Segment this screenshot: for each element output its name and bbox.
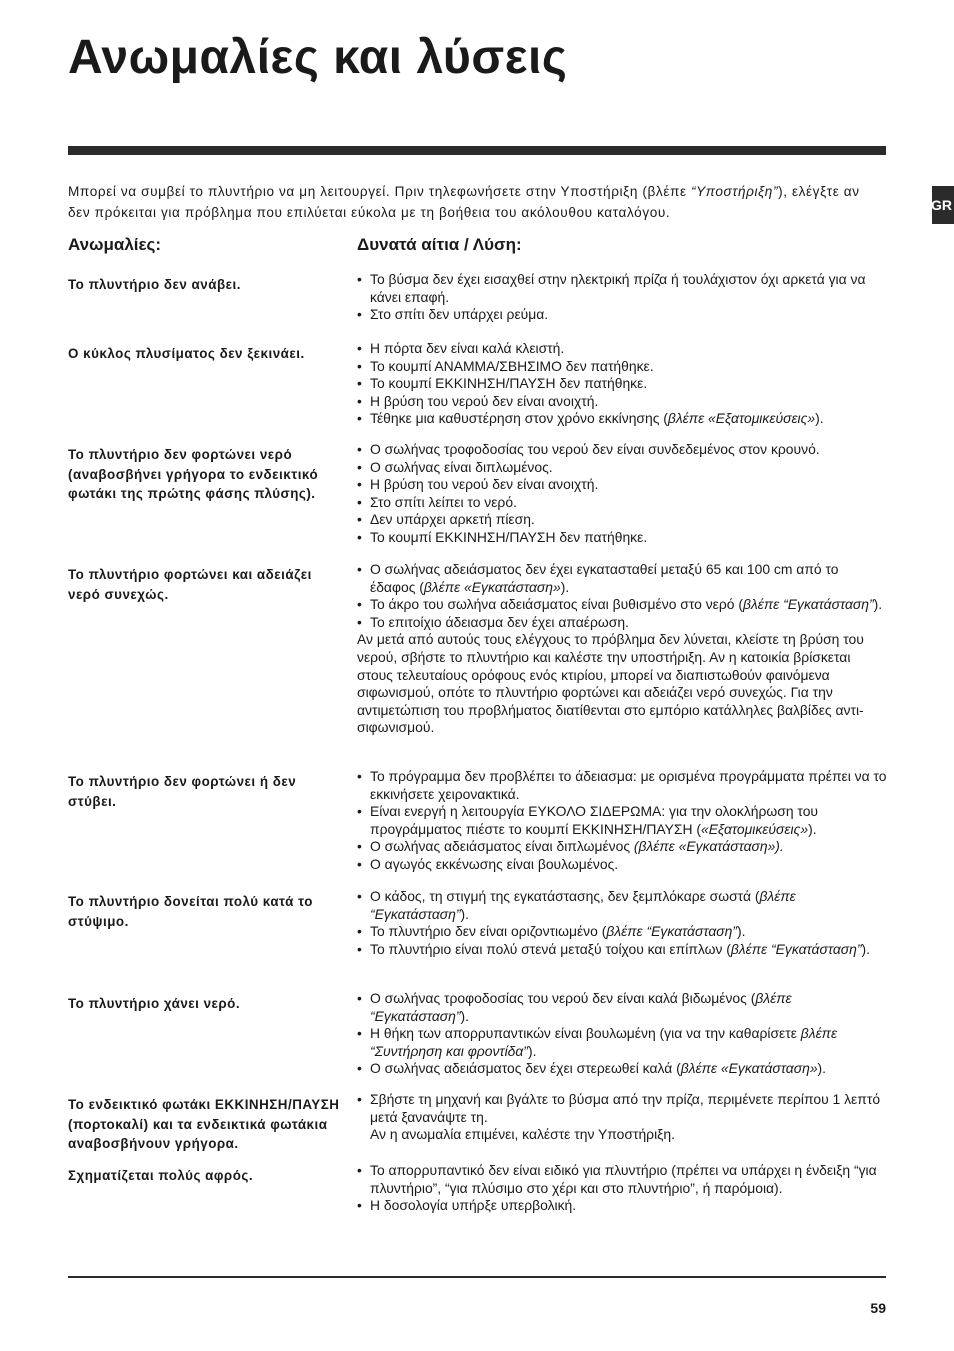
cause-item [357,888,887,923]
cause-item [357,393,887,411]
causes-list [357,990,887,1078]
cause-item [357,340,887,358]
cause-item [357,838,887,856]
cause-note: Αν μετά από αυτούς τους ελέγχους το πρόβλημα δεν λύνεται, κλείστε τη βρύση του νερού, σβήστε το πλυντήριο και καλέστε την υποστήριξη. Αν η κατοικία βρίσκεται στους τελευταίους ορόφους ενός κτιρίου, μπορεί να διαπιστωθούν φαινόμενα σιφωνισμού, οπότε το πλυντήριο φορτώνει και αδειάζει νερό συνεχώς. Για την αντιμετώπιση του προβλήματος διατίθενται στο εμπόριο κατάλληλες βαλβίδες αντι-σιφωνισμού. [357,631,864,736]
cause-item [357,561,887,596]
cause-item [357,856,887,874]
cause-item [357,494,887,512]
cause-item [357,271,887,306]
causes-list [357,888,887,958]
cause-reference: (βλέπε «Εγκατάσταση»). [633,838,784,855]
language-tab-label: GR [931,197,952,213]
cause-reference: βλέπε «Εξατομικεύσεις» [667,410,816,427]
cause-reference: βλέπε “Εγκατάσταση” [606,923,737,940]
cause-reference: «Εξατομικεύσεις» [701,820,809,837]
cause-reference: βλέπε “Συντήρηση και φροντίδα” [370,1025,838,1059]
cause-item [357,306,887,324]
cause-item [357,1060,887,1078]
cause-text: Ο σωλήνας τροφοδοσίας του νερού δεν είναι καλά βιδωμένος ( [370,990,756,1006]
cause-text: ). [736,923,746,940]
cause-item [357,529,887,547]
cause-item [357,459,887,477]
cause-text: Το κουμπί ΕΚΚΙΝΗΣΗ/ΠΑΥΣΗ δεν πατήθηκε. [370,528,648,545]
title-divider [68,146,886,155]
cause-text: Η βρύση του νερού δεν είναι ανοιχτή. [370,476,599,493]
cause-item [357,941,887,959]
cause-text: Η βρύση του νερού δεν είναι ανοιχτή. [370,392,599,409]
cause-text: Το κουμπί ΑΝΑΜΜΑ/ΣΒΗΣΙΜΟ δεν πατήθηκε. [370,357,654,374]
cause-reference: βλέπε “Εγκατάσταση” [730,940,862,957]
cause-text: ). [873,596,883,613]
cause-text: ). [861,940,870,957]
page-title: Ανωμαλίες και λύσεις [68,31,568,84]
cause-item [357,410,887,428]
cause-item [357,768,887,803]
page-number: 59 [870,1300,886,1316]
cause-text: Τέθηκε μια καθυστέρηση στον χρόνο εκκίνησης ( [370,410,668,427]
cause-text: Το άκρο του σωλήνα αδειάσματος είναι βυθισμένο στο νερό ( [370,596,743,613]
cause-text: Ο κάδος, τη στιγμή της εγκατάστασης, δεν ξεμπλόκαρε σωστά ( [370,888,760,904]
cause-text: Είναι ενεργή η λειτουργία ΕΥΚΟΛΟ ΣΙΔΕΡΩΜΑ: για την ολοκλήρωση του προγράμματος πιέστε το κουμπί ΕΚΚΙΝΗΣΗ/ΠΑΥΣΗ ( [370,803,819,837]
cause-item [357,441,887,459]
cause-note: Αν η ανωμαλία επιμένει, καλέστε την Υποστήριξη. [370,1126,675,1143]
footer-divider [68,1276,886,1278]
causes-list [357,1091,887,1144]
causes-list [357,340,887,428]
cause-text: Ο σωλήνας είναι διπλωμένος. [370,458,553,475]
issue-text: Το πλυντήριο δεν φορτώνει νερό (αναβοσβήνει γρήγορα το ενδεικτικό φωτάκι της πρώτης φάσης πλύσης). [68,447,319,501]
issue-text: Το πλυντήριο δεν φορτώνει ή δεν στύβει. [68,774,297,809]
issue-text: Σχηματίζεται πολύς αφρός. [68,1168,254,1183]
cause-text: Το απορρυπαντικό δεν είναι ειδικό για πλυντήριο (πρέπει να υπάρχει η ένδειξη “για πλυντήριο”, “για πλύσιμο στο χέρι και στο πλυντήριο”, ή παρόμοια). [370,1162,877,1196]
cause-reference: βλέπε “Εγκατάσταση” [370,888,796,922]
cause-item [357,596,887,614]
cause-item [357,511,887,529]
intro-text [68,181,886,223]
issues-column-heading: Ανωμαλίες: [68,235,162,254]
cause-text: Δεν υπάρχει αρκετή πίεση. [370,511,535,528]
cause-text: ). [527,1042,537,1059]
cause-item [357,1197,887,1215]
cause-text: Το βύσμα δεν έχει εισαχθεί στην ηλεκτρική πρίζα ή τουλάχιστον όχι αρκετά για να κάνει επαφή. [370,271,866,305]
cause-text: Στο σπίτι δεν υπάρχει ρεύμα. [370,306,549,323]
intro-tail: ), ελέγξτε αν δεν πρόκειται για πρόβλημα που επιλύεται εύκολα με τη βοήθεια του ακόλουθου καταλόγου. [68,184,860,220]
cause-reference: βλέπε «Εγκατάσταση» [680,1060,818,1077]
causes-list [357,271,887,324]
causes-list [357,1162,887,1215]
cause-text: Ο αγωγός εκκένωσης είναι βουλωμένος. [370,855,619,872]
cause-item [357,1091,887,1126]
cause-text: Ο σωλήνας τροφοδοσίας του νερού δεν είναι συνδεδεμένος στον κρουνό. [370,441,820,457]
cause-reference: βλέπε “Εγκατάσταση” [370,990,792,1024]
cause-text: ). [817,1060,827,1077]
cause-text: Η πόρτα δεν είναι καλά κλειστή. [370,340,565,356]
language-tab [932,186,954,224]
cause-text: Το κουμπί ΕΚΚΙΝΗΣΗ/ΠΑΥΣΗ δεν πατήθηκε. [370,375,648,392]
cause-text: ). [460,1007,469,1024]
cause-text: Στο σπίτι λείπει το νερό. [370,493,517,510]
causes-column-heading: Δυνατά αίτια / Λύση: [357,235,522,254]
cause-text: ). [808,820,817,837]
intro-reference: “Υποστήριξη” [691,184,779,199]
cause-text: Σβήστε τη μηχανή και βγάλτε το βύσμα από την πρίζα, περιμένετε περίπου 1 λεπτό μετά ξανανάψτε τη. [370,1091,881,1125]
cause-item [357,358,887,376]
cause-text: ). [460,905,469,922]
issue-text: Το πλυντήριο δονείται πολύ κατά το στύψιμο. [68,894,313,929]
intro-main: Μπορεί να συμβεί το πλυντήριο να μη λειτουργεί. Πριν τηλεφωνήσετε στην Υποστήριξη (βλέπε [68,184,692,199]
cause-text: Ο σωλήνας αδειάσματος είναι διπλωμένος [370,838,634,855]
cause-text: Το επιτοίχιο άδειασμα δεν έχει απαέρωση. [370,613,629,630]
cause-text: Το πρόγραμμα δεν προβλέπει το άδειασμα: με ορισμένα προγράμματα πρέπει να το εκκινήσετε χειρονακτικά. [370,768,887,802]
cause-item [357,1162,887,1197]
cause-text: Ο σωλήνας αδειάσματος δεν έχει στερεωθεί καλά ( [370,1060,681,1077]
issue-text: Το πλυντήριο δεν ανάβει. [68,277,241,292]
cause-item [357,923,887,941]
cause-text: Η θήκη των απορρυπαντικών είναι βουλωμένη (για να την καθαρίσετε [370,1025,801,1042]
causes-list [357,768,887,874]
issue-text: Ο κύκλος πλυσίματος δεν ξεκινάει. [68,346,305,361]
cause-reference: βλέπε “Εγκατάσταση” [742,596,874,613]
cause-text: Η δοσολογία υπήρξε υπερβολική. [370,1197,577,1214]
causes-list [357,441,887,547]
issue-text: Το πλυντήριο φορτώνει και αδειάζει νερό συνεχώς. [68,567,312,602]
cause-item [357,803,887,838]
cause-text: ). [815,410,824,427]
cause-item [357,990,887,1025]
cause-reference: βλέπε «Εγκατάσταση» [423,578,561,595]
cause-text: ). [560,578,570,595]
cause-text: Το πλυντήριο είναι πολύ στενά μεταξύ τοίχου και επίπλων ( [370,940,731,957]
causes-list [357,561,887,737]
cause-item [357,1025,887,1060]
issue-text: Το πλυντήριο χάνει νερό. [68,996,241,1011]
cause-text: Ο σωλήνας αδειάσματος δεν έχει εγκατασταθεί μεταξύ 65 και 100 cm από το έδαφος ( [370,561,839,595]
issue-text: Το ενδεικτικό φωτάκι ΕΚΚΙΝΗΣΗ/ΠΑΥΣΗ (πορτοκαλί) και τα ενδεικτικά φωτάκια αναβοσβήνουν γρήγορα. [68,1097,340,1151]
cause-item [357,476,887,494]
cause-item [357,375,887,393]
cause-text: Το πλυντήριο δεν είναι οριζοντιωμένο ( [370,923,607,940]
cause-item [357,614,887,632]
